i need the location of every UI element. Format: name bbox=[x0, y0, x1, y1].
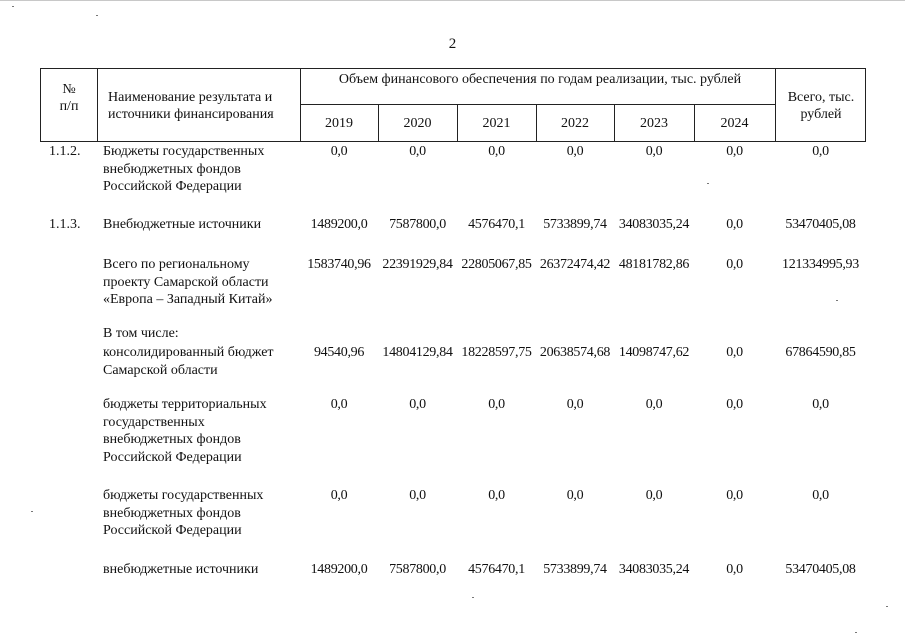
row-name: бюджеты территориальных государственных внебюджетных фондов Российской Федерации bbox=[103, 397, 267, 465]
row-name: Всего по региональному проекту Самарской области «Европа – Западный Китай» bbox=[103, 257, 273, 307]
header-number-column: № п/п bbox=[59, 82, 79, 114]
row-value: 0,0 bbox=[330, 144, 348, 159]
row-value: 18228597,75 bbox=[461, 345, 532, 360]
header-name-column: Наименование результата и источники финансирования bbox=[108, 90, 274, 122]
row-value: 5733899,74 bbox=[543, 562, 607, 577]
row-total: 67864590,85 bbox=[785, 345, 856, 360]
row-value: 22391929,84 bbox=[382, 257, 453, 272]
row-total: 0,0 bbox=[812, 144, 829, 159]
row-value: 1489200,0 bbox=[310, 217, 368, 232]
row-total: 0,0 bbox=[812, 397, 829, 412]
row-value: 0,0 bbox=[726, 345, 743, 360]
row-value: 0,0 bbox=[330, 488, 348, 503]
header-year: 2019 bbox=[325, 116, 353, 131]
row-total: 121334995,93 bbox=[782, 257, 859, 272]
row-subheading: В том числе: bbox=[103, 326, 179, 341]
row-number: 1.1.2. bbox=[49, 144, 81, 159]
row-value: 0,0 bbox=[488, 488, 505, 503]
row-value: 0,0 bbox=[726, 257, 743, 272]
row-total: 0,0 bbox=[812, 488, 829, 503]
header-year: 2021 bbox=[482, 116, 511, 131]
row-name: Бюджеты государственных внебюджетных фондов Российской Федерации bbox=[103, 144, 265, 194]
row-number: 1.1.3. bbox=[49, 217, 81, 232]
row-value: 0,0 bbox=[566, 488, 584, 503]
scan-speck bbox=[836, 300, 838, 301]
scan-speck bbox=[12, 6, 14, 7]
scan-speck bbox=[472, 597, 474, 598]
row-value: 7587800,0 bbox=[389, 562, 446, 577]
header-year: 2022 bbox=[561, 116, 589, 131]
row-value: 0,0 bbox=[726, 144, 743, 159]
page-number: 2 bbox=[448, 36, 457, 52]
row-value: 0,0 bbox=[645, 488, 663, 503]
row-value: 34083035,24 bbox=[618, 562, 690, 577]
row-name: бюджеты государственных внебюджетных фондов Российской Федерации bbox=[103, 488, 264, 538]
row-name: Внебюджетные источники bbox=[103, 217, 262, 232]
row-value: 48181782,86 bbox=[618, 257, 690, 272]
row-value: 0,0 bbox=[566, 144, 584, 159]
row-value: 94540,96 bbox=[313, 345, 365, 360]
row-total: 53470405,08 bbox=[785, 562, 856, 577]
row-value: 0,0 bbox=[726, 217, 743, 232]
scan-speck bbox=[886, 606, 888, 607]
row-value: 0,0 bbox=[488, 397, 505, 412]
row-value: 0,0 bbox=[488, 144, 505, 159]
row-value: 0,0 bbox=[409, 397, 426, 412]
row-value: 0,0 bbox=[330, 397, 348, 412]
row-value: 26372474,42 bbox=[539, 257, 611, 272]
row-value: 4576470,1 bbox=[468, 217, 525, 232]
header-years-title: Объем финансового обеспечения по годам реализации, тыс. рублей bbox=[338, 72, 742, 87]
header-year: 2023 bbox=[640, 116, 668, 131]
row-value: 4576470,1 bbox=[468, 562, 525, 577]
row-value: 5733899,74 bbox=[543, 217, 607, 232]
header-year: 2020 bbox=[403, 116, 432, 131]
row-value: 0,0 bbox=[409, 144, 426, 159]
row-value: 14804129,84 bbox=[382, 345, 453, 360]
row-value: 0,0 bbox=[726, 488, 743, 503]
header-year: 2024 bbox=[720, 116, 749, 131]
row-value: 0,0 bbox=[726, 562, 743, 577]
row-name: консолидированный бюджет Самарской области bbox=[103, 345, 274, 378]
scan-speck bbox=[855, 632, 857, 633]
row-total: 53470405,08 bbox=[785, 217, 856, 232]
row-value: 22805067,85 bbox=[461, 257, 532, 272]
page-top-edge bbox=[0, 0, 905, 1]
row-value: 0,0 bbox=[566, 397, 584, 412]
row-value: 0,0 bbox=[645, 144, 663, 159]
row-value: 0,0 bbox=[409, 488, 426, 503]
row-value: 7587800,0 bbox=[389, 217, 446, 232]
scan-speck bbox=[31, 511, 33, 512]
scan-speck bbox=[707, 183, 709, 184]
header-total-column: Всего, тыс. рублей bbox=[787, 90, 855, 122]
row-value: 0,0 bbox=[645, 397, 663, 412]
scan-speck bbox=[96, 15, 98, 16]
row-value: 14098747,62 bbox=[618, 345, 690, 360]
row-value: 1583740,96 bbox=[307, 257, 371, 272]
header-divider bbox=[300, 104, 775, 105]
row-value: 20638574,68 bbox=[539, 345, 611, 360]
row-value: 1489200,0 bbox=[310, 562, 368, 577]
row-value: 34083035,24 bbox=[618, 217, 690, 232]
row-name: внебюджетные источники bbox=[103, 562, 259, 577]
row-value: 0,0 bbox=[726, 397, 743, 412]
header-divider bbox=[97, 68, 98, 142]
